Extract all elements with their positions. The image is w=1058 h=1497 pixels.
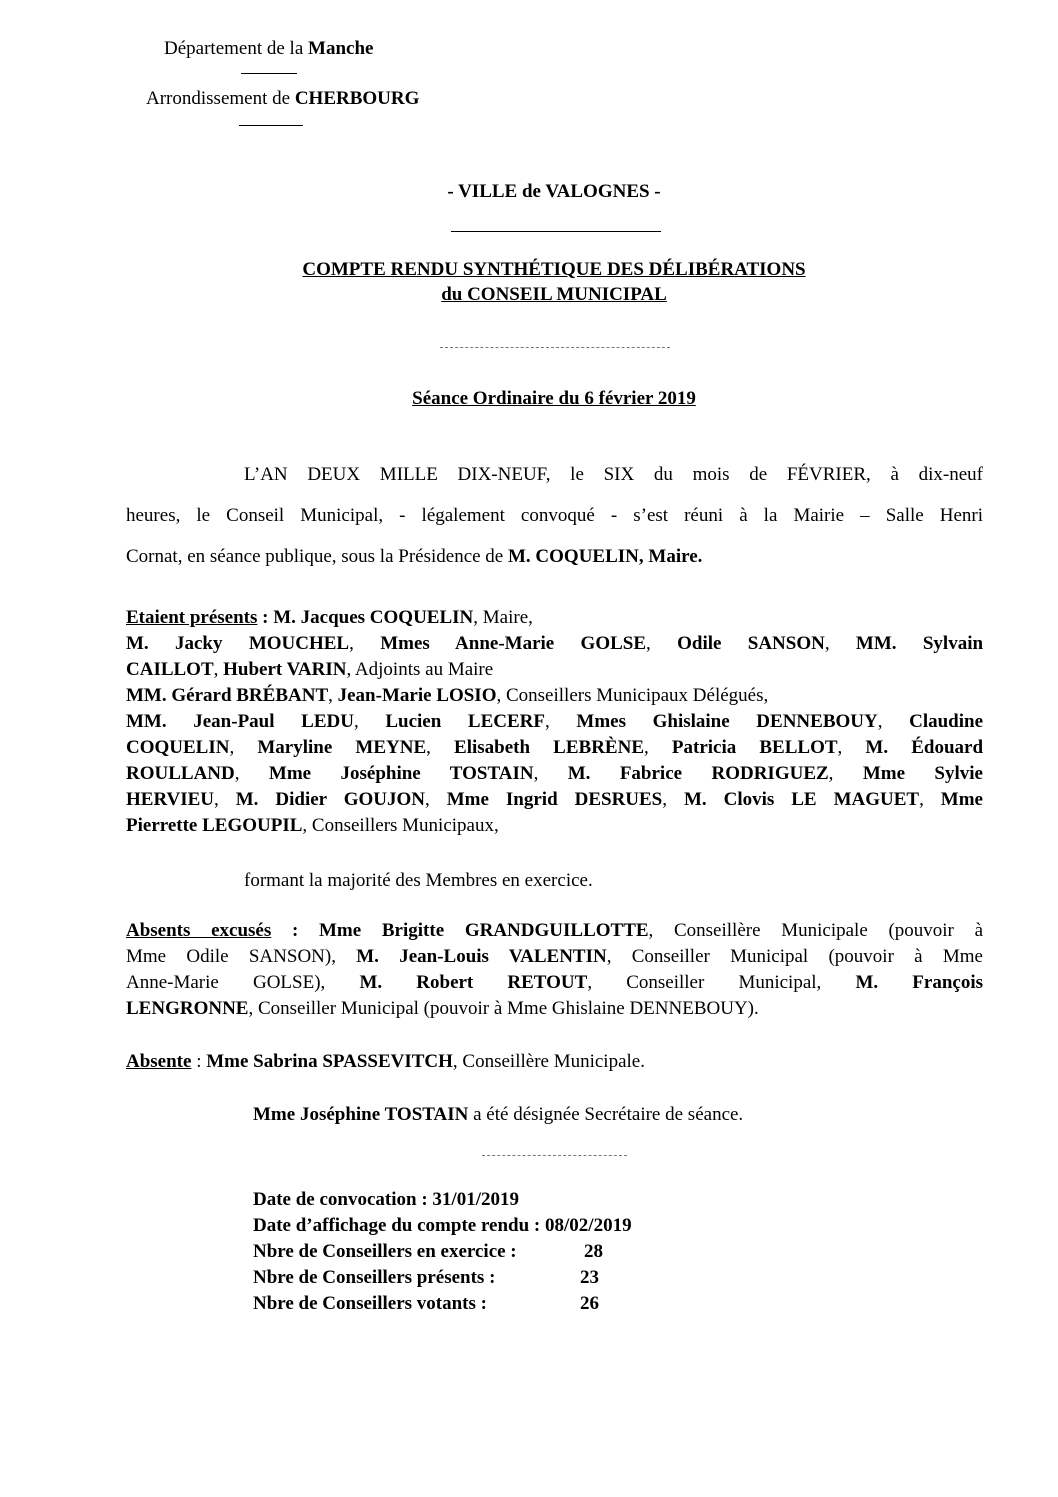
present-line: CAILLOT, Hubert VARIN, Adjoints au Maire bbox=[126, 659, 494, 680]
excused-line: Anne-Marie GOLSE), M. Robert RETOUT, Conseiller Municipal, M. François bbox=[126, 972, 983, 993]
arrondissement-prefix: Arrondissement de bbox=[146, 88, 291, 109]
stat-value: 26 bbox=[580, 1293, 599, 1314]
intro-line: L’AN DEUX MILLE DIX-NEUF, le SIX du mois de FÉVRIER, à dix-neuf bbox=[244, 464, 983, 485]
present-line: MM. Gérard BRÉBANT, Jean-Marie LOSIO, Conseillers Municipaux Délégués, bbox=[126, 685, 769, 706]
document-title-line2: du CONSEIL MUNICIPAL bbox=[441, 284, 667, 305]
absent-line: Absente : Mme Sabrina SPASSEVITCH, Conseillère Municipale. bbox=[126, 1051, 645, 1072]
present-line: HERVIEU, M. Didier GOUJON, Mme Ingrid DESRUES, M. Clovis LE MAGUET, Mme bbox=[126, 789, 983, 810]
present-line: MM. Jean-Paul LEDU, Lucien LECERF, Mmes Ghislaine DENNEBOUY, Claudine bbox=[126, 711, 984, 732]
convocation-date: Date de convocation : 31/01/2019 bbox=[253, 1189, 519, 1210]
secretary-line: Mme Joséphine TOSTAIN a été désignée Secrétaire de séance. bbox=[253, 1104, 744, 1125]
department-line bbox=[164, 38, 373, 60]
divider bbox=[440, 347, 670, 348]
city-name: - VILLE de VALOGNES - bbox=[447, 181, 661, 202]
department-prefix: Département de la bbox=[164, 38, 304, 59]
intro-line: Cornat, en séance publique, sous la Présidence de M. COQUELIN, Maire. bbox=[126, 546, 703, 567]
intro-line: heures, le Conseil Municipal, - légalement convoqué - s’est réuni à la Mairie – Salle Henri bbox=[126, 505, 983, 526]
excused-label: Absents excusés bbox=[126, 920, 272, 941]
divider bbox=[239, 125, 303, 126]
stat-value: 28 bbox=[584, 1241, 603, 1262]
stat-label: Nbre de Conseillers présents : bbox=[253, 1267, 496, 1288]
present-line: Etaient présents : M. Jacques COQUELIN, Maire, bbox=[126, 607, 533, 628]
excused-line: Mme Odile SANSON), M. Jean-Louis VALENTIN, Conseiller Municipal (pouvoir à Mme bbox=[126, 946, 983, 967]
department-name: Manche bbox=[308, 38, 374, 59]
present-line: COQUELIN, Maryline MEYNE, Elisabeth LEBRÈNE, Patricia BELLOT, M. Édouard bbox=[126, 737, 984, 758]
divider bbox=[482, 1155, 627, 1156]
present-line: Pierrette LEGOUPIL, Conseillers Municipaux, bbox=[126, 815, 499, 836]
majority-line: formant la majorité des Membres en exercice. bbox=[244, 870, 593, 891]
present-line: ROULLAND, Mme Joséphine TOSTAIN, M. Fabrice RODRIGUEZ, Mme Sylvie bbox=[126, 763, 983, 784]
session-title: Séance Ordinaire du 6 février 2019 bbox=[412, 388, 696, 409]
present-label: Etaient présents bbox=[126, 607, 258, 628]
divider bbox=[241, 73, 297, 74]
excused-line: LENGRONNE, Conseiller Municipal (pouvoir à Mme Ghislaine DENNEBOUY). bbox=[126, 998, 759, 1019]
posting-date: Date d’affichage du compte rendu : 08/02/2019 bbox=[253, 1215, 632, 1236]
divider bbox=[451, 231, 661, 232]
document-title-line1: COMPTE RENDU SYNTHÉTIQUE DES DÉLIBÉRATIONS bbox=[302, 259, 806, 280]
stat-label: Nbre de Conseillers en exercice : bbox=[253, 1241, 517, 1262]
arrondissement-line bbox=[146, 88, 419, 110]
arrondissement-name: CHERBOURG bbox=[294, 88, 420, 109]
absent-label: Absente bbox=[126, 1051, 192, 1072]
present-line: M. Jacky MOUCHEL, Mmes Anne-Marie GOLSE, Odile SANSON, MM. Sylvain bbox=[126, 633, 984, 654]
stat-label: Nbre de Conseillers votants : bbox=[253, 1293, 487, 1314]
excused-line: Absents excusés : Mme Brigitte GRANDGUILLOTTE, Conseillère Municipale (pouvoir à bbox=[126, 920, 984, 941]
stat-value: 23 bbox=[580, 1267, 599, 1288]
